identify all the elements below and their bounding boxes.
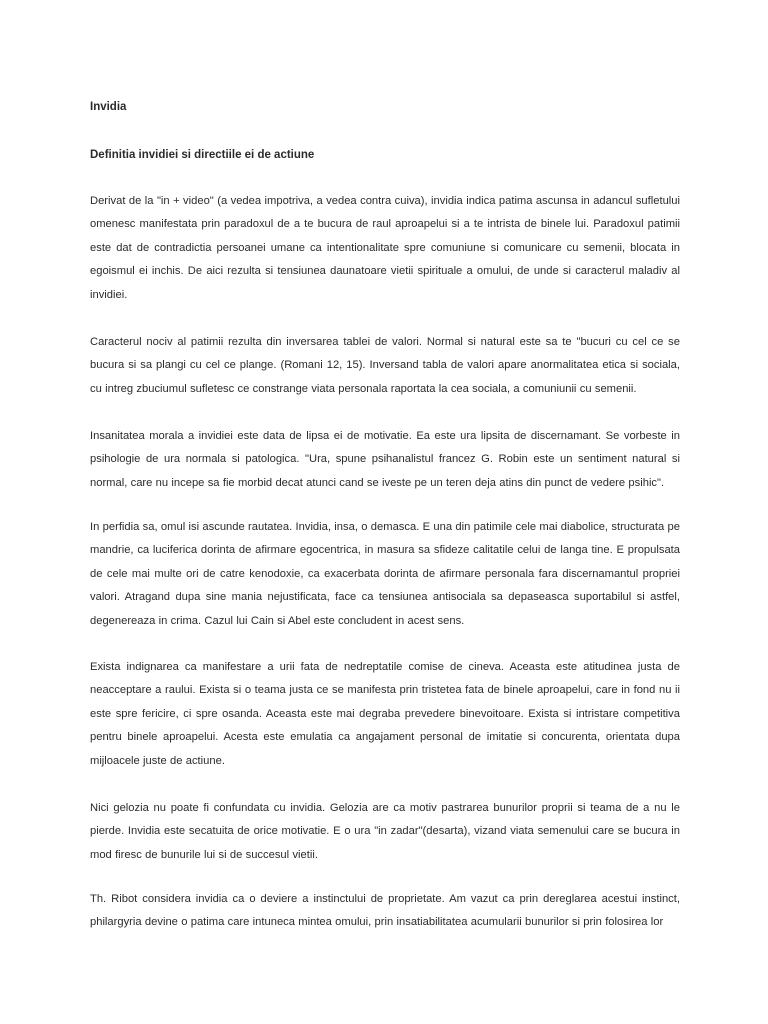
paragraph: Th. Ribot considera invidia ca o deviere a instinctului de proprietate. Am vazut ca prin dereglarea acestui instinct, philargyria devine o patima care intuneca mintea omului, prin insatiabilitatea acumularii bunurilor si prin folosirea lor (90, 893, 680, 929)
paragraph: In perfidia sa, omul isi ascunde rautatea. Invidia, insa, o demasca. E una din patimile cele mai diabolice, structurata pe mandrie, ca luciferica dorinta de afirmare egocentrica, in masura sa sfideze calitatile celui de langa tine. E propulsata de cele mai multe ori de catre kenodoxie, ca exacerbata dorinta de afirmare personala fara discernamantul propriei valori. Atragand dupa sine mania nejustificata, face ca tensiunea antisociala sa depaseasca suportabilul si astfel, degenereaza in crima. Cazul lui Cain si Abel este concludent in acest sens. (90, 521, 680, 627)
paragraph: Nici gelozia nu poate fi confundata cu invidia. Gelozia are ca motiv pastrarea bunurilor proprii si teama de a nu le pierde. Invidia este secatuita de orice motivatie. E o ura "in zadar"(desarta), vizand viata semenului care se bucura in mod firesc de bunurile lui si de succesul vietii. (90, 802, 680, 861)
paragraph: Insanitatea morala a invidiei este data de lipsa ei de motivatie. Ea este ura lipsita de discernamant. Se vorbeste in psihologie de ura normala si patologica. "Ura, spune psihanalistul francez G. Robin este un sentiment natural si normal, care nu incepe sa fie morbid decat atunci cand se iveste pe un teren deja atins din punct de vedere psihic". (90, 430, 680, 489)
document-subtitle: Definitia invidiei si directiile ei de actiune (90, 149, 315, 161)
paragraph: Caracterul nociv al patimii rezulta din inversarea tablei de valori. Normal si natural este sa te "bucuri cu cel ce se bucura si sa plangi cu cel ce plange. (Romani 12, 15). Inversand tabla de valori apare anormalitatea etica si sociala, cu intreg zbuciumul sufletesc ce constrange viata personala raportata la cea sociala, a comuniunii cu semenii. (90, 336, 680, 395)
paragraph: Derivat de la "in + video" (a vedea impotriva, a vedea contra cuiva), invidia indica patima ascunsa in adancul sufletului omenesc manifestata prin paradoxul de a te bucura de raul aproapelui si a te intrista de binele lui. Paradoxul patimii este dat de contradictia persoanei umane ca intentionalitate spre comuniune si comunicare cu semenii, blocata in egoismul ei inchis. De aici rezulta si tensiunea daunatoare vietii spirituale a omului, de unde si caracterul maladiv al invidiei. (90, 195, 680, 301)
document-title: Invidia (90, 101, 127, 113)
paragraph: Exista indignarea ca manifestare a urii fata de nedreptatile comise de cineva. Aceasta este atitudinea justa de neacceptare a raului. Exista si o teama justa ce se manifesta prin tristetea fata de binele aproapelui, care in fond nu ii este spre fericire, ci spre osanda. Aceasta este mai degraba prevedere binevoitoare. Exista si intristare competitiva pentru binele aproapelui. Acesta este emulatia ca angajament personal de imitatie si concurenta, orientata dupa mijloacele juste de actiune. (90, 661, 680, 767)
